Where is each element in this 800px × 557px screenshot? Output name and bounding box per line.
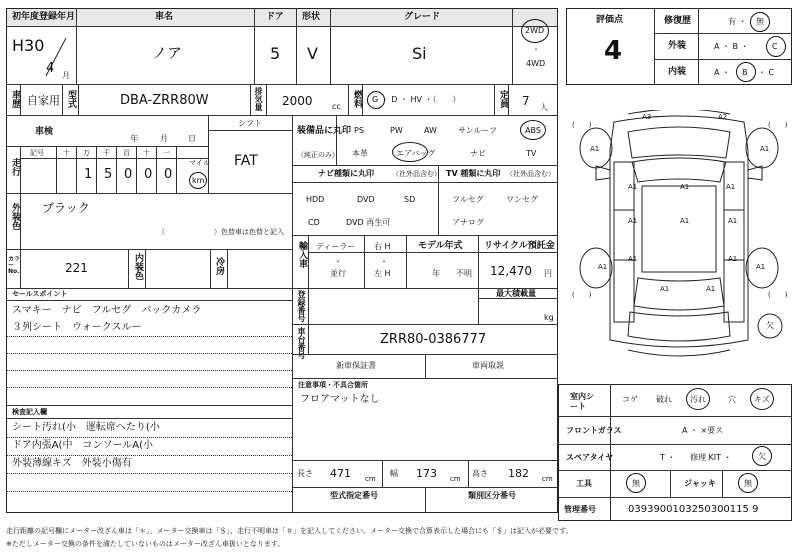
mileage-header-4: 百 [123, 149, 130, 157]
damage-mark-a1-10: A1 [628, 255, 638, 263]
mileage-digit-1: 5 [104, 167, 113, 182]
notes-label: 注意事項・不具合箇所 [298, 381, 368, 389]
seat-burn: コゲ [622, 395, 638, 404]
manual-label: 車両取説 [472, 361, 504, 370]
damage-mark-a1-7: A1 [680, 217, 690, 225]
color-no-label: カラーNo. [8, 256, 21, 275]
first-reg-label: 初年度登録年月 [12, 12, 76, 22]
interior-options-c: ・ C [758, 68, 775, 77]
mileage-digit-2: 0 [124, 167, 133, 182]
import-parallel: 並行 [330, 269, 346, 278]
damage-mark-a1-12: A1 [756, 263, 766, 271]
mileage-header-1: 十 [63, 149, 70, 157]
equip-pw: PW [390, 126, 403, 135]
shift-value: FAT [234, 153, 258, 169]
shift-label: シフト [238, 119, 262, 128]
new-warranty-label: 新車保証書 [336, 361, 376, 370]
car-diagram [566, 110, 792, 380]
model-value: DBA-ZRR80W [120, 93, 209, 108]
seat-scratch: キズ [754, 395, 770, 404]
fridge-label: 冷房 [214, 257, 224, 275]
mileage-digit-3: 0 [144, 167, 153, 182]
equip-aw: AW [424, 126, 437, 135]
equip-abs: ABS [525, 126, 541, 135]
color-note: （ ）色替車は色替と記入 [158, 228, 284, 236]
navi-dvd: DVD [357, 195, 375, 204]
first-reg-month: 4 [46, 61, 55, 76]
navi-sd: SD [404, 195, 416, 204]
damage-mark-a2: A2 [718, 113, 728, 121]
navi-note: （社外品含む） [392, 170, 441, 178]
door-label: ドア [266, 12, 284, 22]
mileage-header-3: 千 [103, 149, 110, 157]
shaken-month-unit: 月 [160, 134, 168, 143]
equipment-label: 装備品に丸印 [297, 126, 352, 136]
car-name-label: 車名 [155, 12, 174, 22]
damage-mark-a1-9: A1 [598, 263, 608, 271]
sales-points-line-2: ３列シート ウォークスルー [12, 322, 142, 333]
door-value: 5 [270, 44, 281, 63]
recycle-unit: 円 [544, 269, 552, 278]
damage-mark-a1-14: A1 [706, 285, 716, 293]
bracket-left-rear: ( ) [572, 291, 592, 299]
management-label: 管理番号 [564, 505, 596, 514]
mileage-header-2: 万 [83, 149, 90, 157]
damage-mark-a1-3: A1 [628, 183, 638, 191]
mileage-unit-mile: マイル [189, 159, 210, 167]
footer-line-1: 走行距離の記号欄にメーター改ざん車は「＊」、メーター交換車は「＄」、走行不明車は「＃」を記入してください。メーター交換で合算表示した場合にも「＄」は記入が必要です。 [6, 527, 573, 535]
chassis-label: 車台番号 [297, 327, 306, 359]
tv-fullseg: フルセグ [452, 195, 484, 204]
spare-label: スペアタイヤ [566, 453, 614, 462]
seat-tear: 破れ [656, 395, 672, 404]
management-value: 0393900103250300115 9 [628, 504, 759, 515]
type-designation-label: 型式指定番号 [330, 491, 378, 500]
score-label: 評価点 [596, 15, 624, 25]
color-no-value: 221 [65, 261, 88, 275]
windshield-value: A ・ ×要ス [682, 426, 724, 435]
interior-seat-label: 室内シート [570, 392, 594, 411]
model-year-unknown: 不明 [456, 269, 472, 278]
mileage-digit-4: 0 [164, 167, 173, 182]
import-left-h: 左 H [374, 269, 391, 278]
navi-hdd: HDD [306, 195, 325, 204]
missing-tire-label: 欠 [766, 321, 774, 330]
width-value: 173 [416, 467, 437, 480]
notes-value: フロアマットなし [300, 394, 380, 405]
equip-ps: PS [354, 126, 364, 135]
shaken-label: 車検 [35, 127, 54, 137]
drive-4wd: 4WD [526, 59, 546, 68]
mileage-label: 走行 [10, 158, 20, 176]
bracket-left-front: ( ) [572, 121, 592, 129]
shaken-year-unit: 年 [130, 134, 138, 143]
navi-cd: CD [308, 218, 320, 227]
equip-sunroof: サンルーフ [458, 126, 497, 135]
registration-label: 登録番号 [297, 290, 306, 322]
equip-tv: TV [526, 149, 537, 158]
spare-selected: 欠 [758, 452, 766, 461]
capacity-value: 7 [522, 94, 530, 108]
recycle-value: 12,470 [490, 264, 532, 278]
shaken-day-unit: 日 [188, 134, 196, 143]
width-label: 幅 [390, 469, 398, 478]
tools-value: 無 [632, 479, 640, 488]
navi-label: ナビ種類に丸印 [318, 169, 374, 178]
model-label: 型式 [66, 90, 76, 108]
seat-stain: 汚れ [690, 395, 706, 404]
equip-airbag: エアバッグ [396, 149, 436, 158]
damage-mark-a1-1: A1 [590, 145, 600, 153]
exterior-label: 外装 [668, 41, 687, 51]
equip-navi: ナビ [470, 149, 486, 158]
score-value: 4 [604, 36, 623, 66]
jack-label: ジャッキ [684, 479, 716, 488]
length-label: 長さ [297, 469, 313, 478]
exterior-options: A ・ B ・ [714, 42, 749, 51]
class-label: 類別区分番号 [468, 491, 516, 500]
shape-label: 形状 [302, 12, 321, 22]
shape-value: V [307, 44, 318, 63]
damage-mark-a1-6: A1 [628, 217, 638, 225]
mileage-unit-km: km [192, 176, 205, 185]
exterior-selected: C [772, 42, 778, 51]
equip-leather: 本革 [352, 149, 368, 158]
capacity-unit: 人 [540, 103, 548, 112]
tv-analog: アナログ [452, 218, 484, 227]
fuel-options: G ・ D ・ HV ・（ ） [372, 95, 461, 104]
footer-line-2: ※ただしメーター交換の条件を満たしていないものはメーター改ざん車扱いとなります。 [6, 540, 285, 548]
fuel-label: 燃料 [352, 90, 362, 108]
drive-2wd: 2WD [525, 26, 545, 35]
max-load-unit: kg [544, 313, 554, 322]
import-dealer: ディーラー [316, 242, 356, 251]
spare-kit: 修理 KIT ・ [690, 453, 732, 462]
repair-label: 修復歴 [664, 16, 692, 26]
first-reg-era: H30 [12, 36, 45, 55]
inspector-line-3: 外装薄線キズ 外装小傷有 [12, 458, 132, 469]
color-value: ブラック [42, 201, 90, 215]
interior-color-label: 内装色 [133, 253, 143, 280]
jack-value: 無 [744, 479, 752, 488]
repair-options: 有 ・ [728, 17, 747, 26]
repair-selected: 無 [756, 17, 764, 26]
max-load-label: 最大積載量 [496, 289, 536, 298]
height-label: 高さ [472, 469, 488, 478]
navi-dvd-play: DVD 再生可 [346, 218, 391, 227]
category-label: 車歴 [10, 90, 20, 108]
tv-oneseg: ワンセグ [506, 195, 538, 204]
import-right-h: 右 H [374, 242, 391, 251]
damage-mark-a3: A3 [642, 113, 652, 121]
color-label: 外装色 [10, 203, 20, 230]
inspector-line-2: ドア内張A(中 コンソールA(小 [12, 440, 153, 451]
interior-selected: B [742, 68, 748, 77]
equipment-sublabel: （純正のみ） [297, 151, 339, 159]
grade-label: グレード [404, 12, 441, 22]
interior-label: 内装 [668, 67, 687, 77]
model-year-label: モデル年式 [418, 241, 463, 251]
mileage-header-6: 一 [163, 149, 170, 157]
sales-points-line-1: スマキー ナビ フルセグ バックカメラ [12, 305, 202, 316]
height-value: 182 [508, 467, 529, 480]
displacement-value: 2000 [282, 94, 313, 108]
displacement-label: 排気量 [254, 87, 263, 111]
model-year-year: 年 [432, 269, 440, 278]
length-value: 471 [330, 467, 351, 480]
height-unit: cm [542, 475, 553, 483]
bracket-right-front: ( ) [768, 121, 788, 129]
damage-mark-a1-4: A1 [680, 183, 690, 191]
grade-value: Si [412, 44, 427, 63]
tv-note: （社外品含む） [506, 170, 555, 178]
inspector-label: 検査記入欄 [12, 408, 47, 416]
mileage-digit-0: 1 [84, 167, 93, 182]
windshield-label: フロントガラス [566, 426, 622, 435]
length-unit: cm [365, 475, 376, 483]
sales-points-label: セールスポイント [12, 290, 68, 298]
car-name-value: ノア [152, 44, 183, 62]
displacement-unit: cc [332, 102, 341, 111]
tv-label: TV 種類に丸印 [446, 169, 501, 178]
import-label: 輸入車 [297, 241, 307, 268]
auction-sheet: 初年度登録年月 車名 ドア 形状 グレード H30 4 月 ノア 5 V Si 2WD ・ 4WD 車歴 自家用 型式 DBA-ZRR80W 排気量 2000 cc 燃料 G ・ D ・ HV ・（ ） 定員 7 人 車検 年 月 日 シフト FAT 走行 記号 十 万 千 百 十 一 1 5 0 0 0 マイル km 外装色 ブラック （ ）色替車は色替と記入 カラーNo. 221 内装色 冷房 装備品に丸印 （純正のみ） PS PW AW サンルーフ ABS 本革 エアバッグ ナビ TV ナビ種類に丸印 （社外品含む） TV 種類に丸印 （社外品含む） HDD DVD SD CD DVD 再生可 フルセグ ワンセグ アナログ 輸入車 ディーラー ・ 並行 右 H ・ 左 H モデル年式 年 不明 リサイクル預託金 12,470 円 セールスポイント スマキー ナビ フルセグ バックカメラ ３列シート ウォークスルー 登録番号 最大積載量 kg 車台番号 ZRR80-0386777 新車保証書 車両取説 注意事項・不具合箇所 フロアマットなし 検査記入欄 シート汚れ(小 運転席へたり(小 ドア内張A(中 コンソールA(小 外装薄線キズ 外装小傷有 長さ 471 cm 幅 173 cm 高さ 182 cm 型式指定番号 類別区分番号 評価点 4 修復歴 有 ・ 無 外装 A ・ B ・ C 内装 A ・ B ・ C A3 A2 ( ) ( ) A1 A1 A1 A1 A1 A1 A1 A1 A1 A1 A1 A1 A1 A1 ( ) ( ) 欠 室内シート コゲ 破れ 汚れ 穴 キズ フロントガラス A ・ ×要ス スペアタイヤ T ・ 修理 KIT ・ 欠 工具 無 ジャッキ 無 管理番号 0393900103250300115 9 走行距離の記号欄にメーター改ざん車は「＊」、メーター交換車は「＄」、走行不明車は「＃」を記入してください。メーター交換で合算表示した場合にも「＄」は記入が必要です。 ※ただしメーター交換の条件を満たしていないものはメーター改ざん車扱いとなります。 [0, 0, 800, 557]
chassis-value: ZRR80-0386777 [380, 332, 487, 347]
tools-label: 工具 [576, 479, 592, 488]
month-unit: 月 [62, 71, 70, 80]
recycle-label: リサイクル預託金 [484, 241, 555, 251]
mileage-header-5: 十 [143, 149, 150, 157]
damage-mark-a1-13: A1 [660, 285, 670, 293]
capacity-label: 定員 [498, 90, 508, 108]
category-value: 自家用 [27, 94, 60, 107]
inspector-line-1: シート汚れ(小 運転席へたり(小 [12, 422, 160, 433]
seat-hole: 穴 [728, 395, 736, 404]
damage-mark-a1-8: A1 [728, 217, 738, 225]
damage-mark-a1-11: A1 [728, 255, 738, 263]
spare-t: T ・ [660, 453, 676, 462]
bracket-right-rear: ( ) [768, 291, 788, 299]
width-unit: cm [450, 475, 461, 483]
damage-mark-a1-2: A1 [760, 145, 770, 153]
damage-mark-a1-5: A1 [726, 183, 736, 191]
interior-options-a: A ・ [714, 68, 731, 77]
mileage-header-0: 記号 [30, 149, 44, 157]
